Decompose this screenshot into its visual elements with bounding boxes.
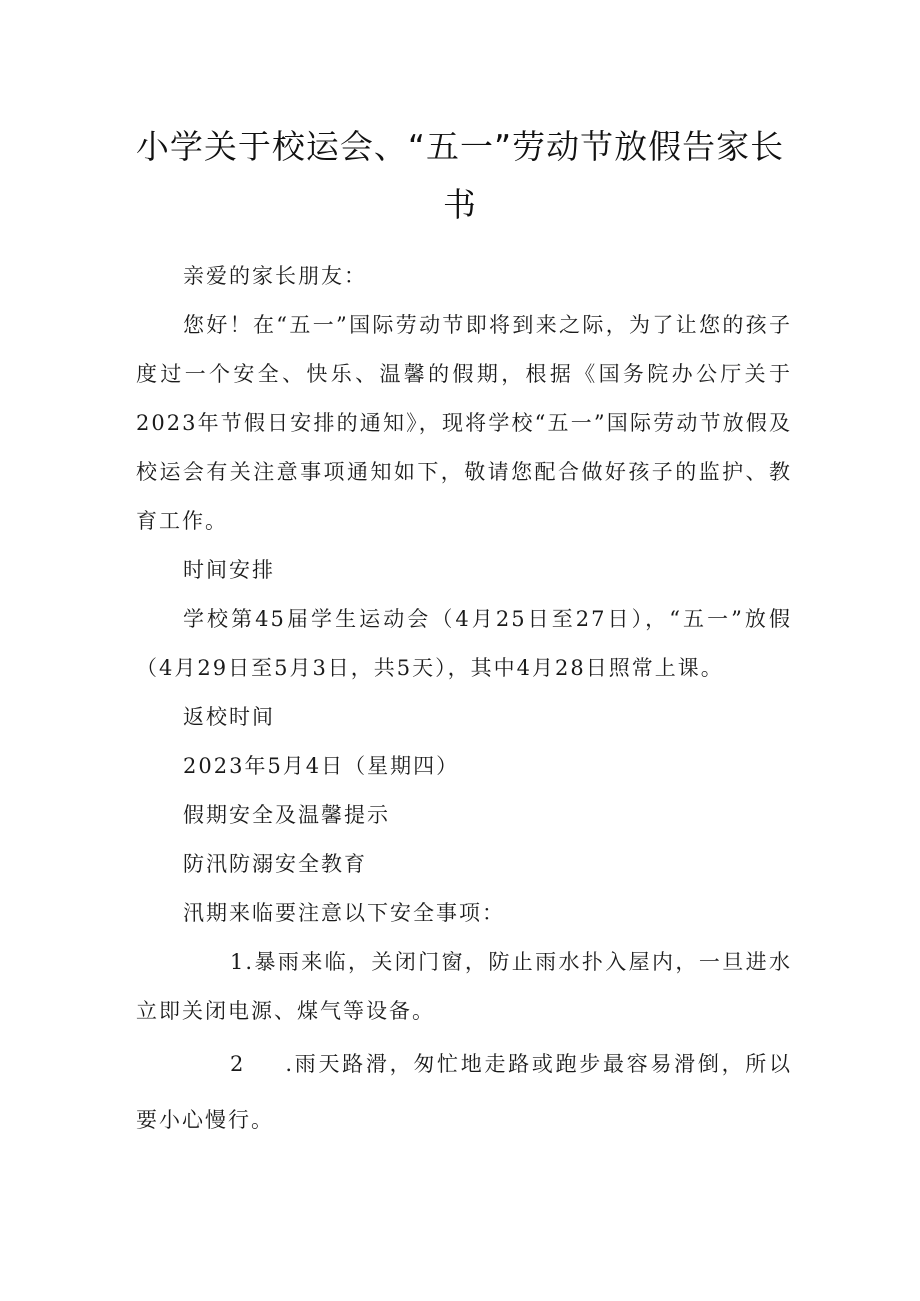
list-item-2-text: .雨天路滑，匆忙地走路或跑步最容易滑倒，所以要小心慢行。 bbox=[136, 1052, 792, 1132]
salutation: 亲爱的家长朋友： bbox=[183, 264, 367, 288]
list-item-1-number: 1 bbox=[230, 950, 246, 974]
flood-intro: 汛期来临要注意以下安全事项： bbox=[183, 901, 505, 925]
schedule-paragraph: 学校第45届学生运动会（4月25日至27日），“五一”放假（4月29日至5月3日，共5天），其中4月28日照常上课。 bbox=[136, 607, 792, 680]
section-heading-schedule: 时间安排 bbox=[183, 558, 275, 582]
subsection-heading-flood: 防汛防溺安全教育 bbox=[183, 852, 367, 876]
list-item-2 bbox=[136, 1036, 792, 1148]
document-title: 小学关于校运会、“五一”劳动节放假告家长书 bbox=[135, 127, 785, 224]
section-heading-return: 返校时间 bbox=[183, 705, 275, 729]
return-date: 2023年5月4日（星期四） bbox=[183, 754, 460, 778]
list-item-1 bbox=[136, 938, 792, 1036]
document-body bbox=[136, 252, 792, 1148]
intro-paragraph: 您好！在“五一”国际劳动节即将到来之际，为了让您的孩子度过一个安全、快乐、温馨的假期，根据《国务院办公厅关于2023年节假日安排的通知》，现将学校“五一”国际劳动节放假及校运会有关注意事项通知如下，敬请您配合做好孩子的监护、教育工作。 bbox=[136, 313, 792, 533]
list-item-1-text: .暴雨来临，关闭门窗，防止雨水扑入屋内，一旦进水立即关闭电源、煤气等设备。 bbox=[136, 950, 792, 1023]
section-heading-safety: 假期安全及温馨提示 bbox=[183, 803, 390, 827]
list-item-2-number: 2 bbox=[230, 1052, 246, 1076]
